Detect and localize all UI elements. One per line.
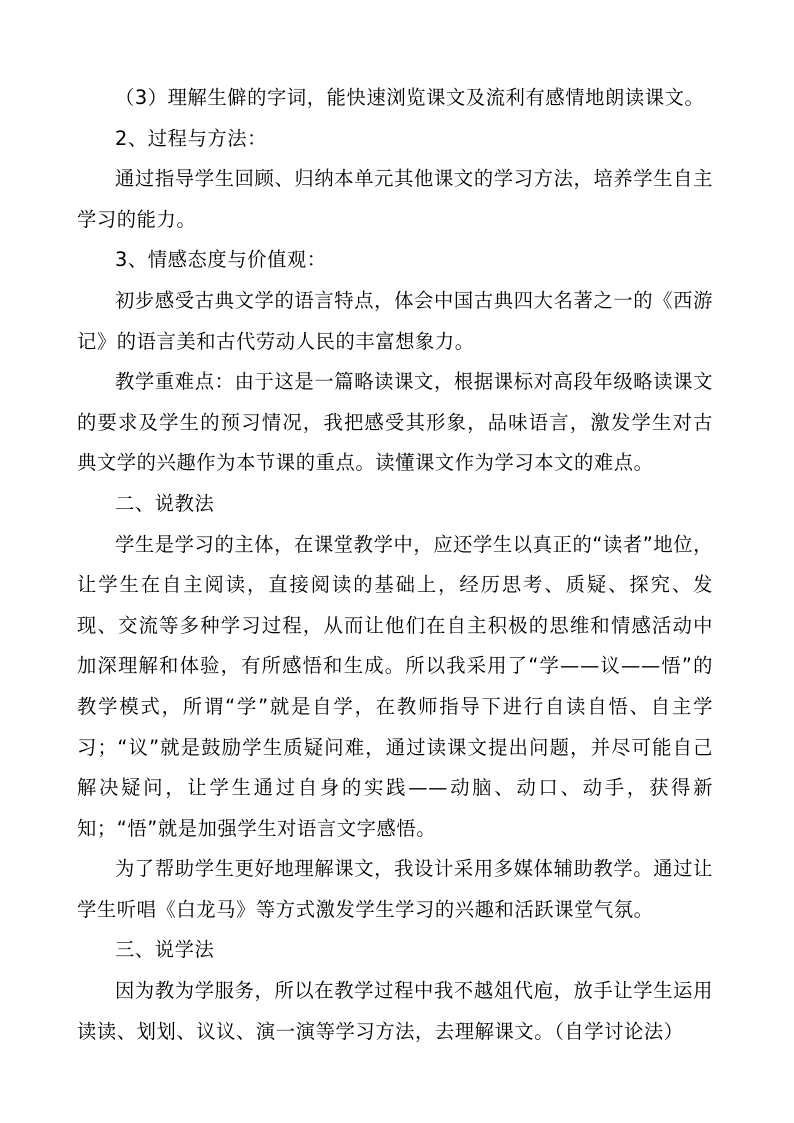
paragraph-teaching-method: 学生是学习的主体，在课堂教学中，应还学生以真正的“读者”地位，让学生在自主阅读，直接阅读的基础上，经历思考、质疑、探究、发现、交流等多种学习过程，从而让他们在自主积极的思维和情感活动中加深理解和体验，有所感悟和生成。所以我采用了“学——议——悟”的教学模式，所谓“学”就是自学，在教师指导下进行自读自悟、自主学习；“议”就是鼓励学生质疑问难，通过读课文提出问题，并尽可能自己解决疑问，让学生通过自身的实践——动脑、动口、动手，获得新知；“悟”就是加强学生对语言文字感悟。 xyxy=(77,532,713,840)
paragraph-emotion-values: 初步感受古典文学的语言特点，体会中国古典四大名著之一的《西游记》的语言美和古代劳动人民的丰富想象力。 xyxy=(77,288,713,353)
paragraph-process-method: 通过指导学生回顾、归纳本单元其他课文的学习方法，培养学生自主学习的能力。 xyxy=(77,167,713,231)
paragraph-objective-3: （3）理解生僻的字词，能快速浏览课文及流利有感情地朗读课文。 xyxy=(115,86,705,109)
paragraph-learning-method: 因为教为学服务，所以在教学过程中我不越俎代庖，放手让学生运用读读、划划、议议、演一演等学习方法，去理解课文。（自学讨论法） xyxy=(77,979,713,1043)
heading-process-and-method: 2、过程与方法： xyxy=(115,126,268,150)
heading-emotion-attitude-values: 3、情感态度与价值观： xyxy=(115,248,327,272)
paragraph-multimedia: 为了帮助学生更好地理解课文，我设计采用多媒体辅助教学。通过让学生听唱《白龙马》等方式激发学生学习的兴趣和活跃课堂气氛。 xyxy=(77,857,713,921)
heading-teaching-method: 二、说教法 xyxy=(115,491,215,515)
heading-learning-method: 三、说学法 xyxy=(115,938,215,962)
paragraph-key-difficulties: 教学重难点：由于这是一篇略读课文，根据课标对高段年级略读课文的要求及学生的预习情况，我把感受其形象，品味语言，激发学生对古典文学的兴趣作为本节课的重点。读懂课文作为学习本文的难点。 xyxy=(77,370,713,475)
